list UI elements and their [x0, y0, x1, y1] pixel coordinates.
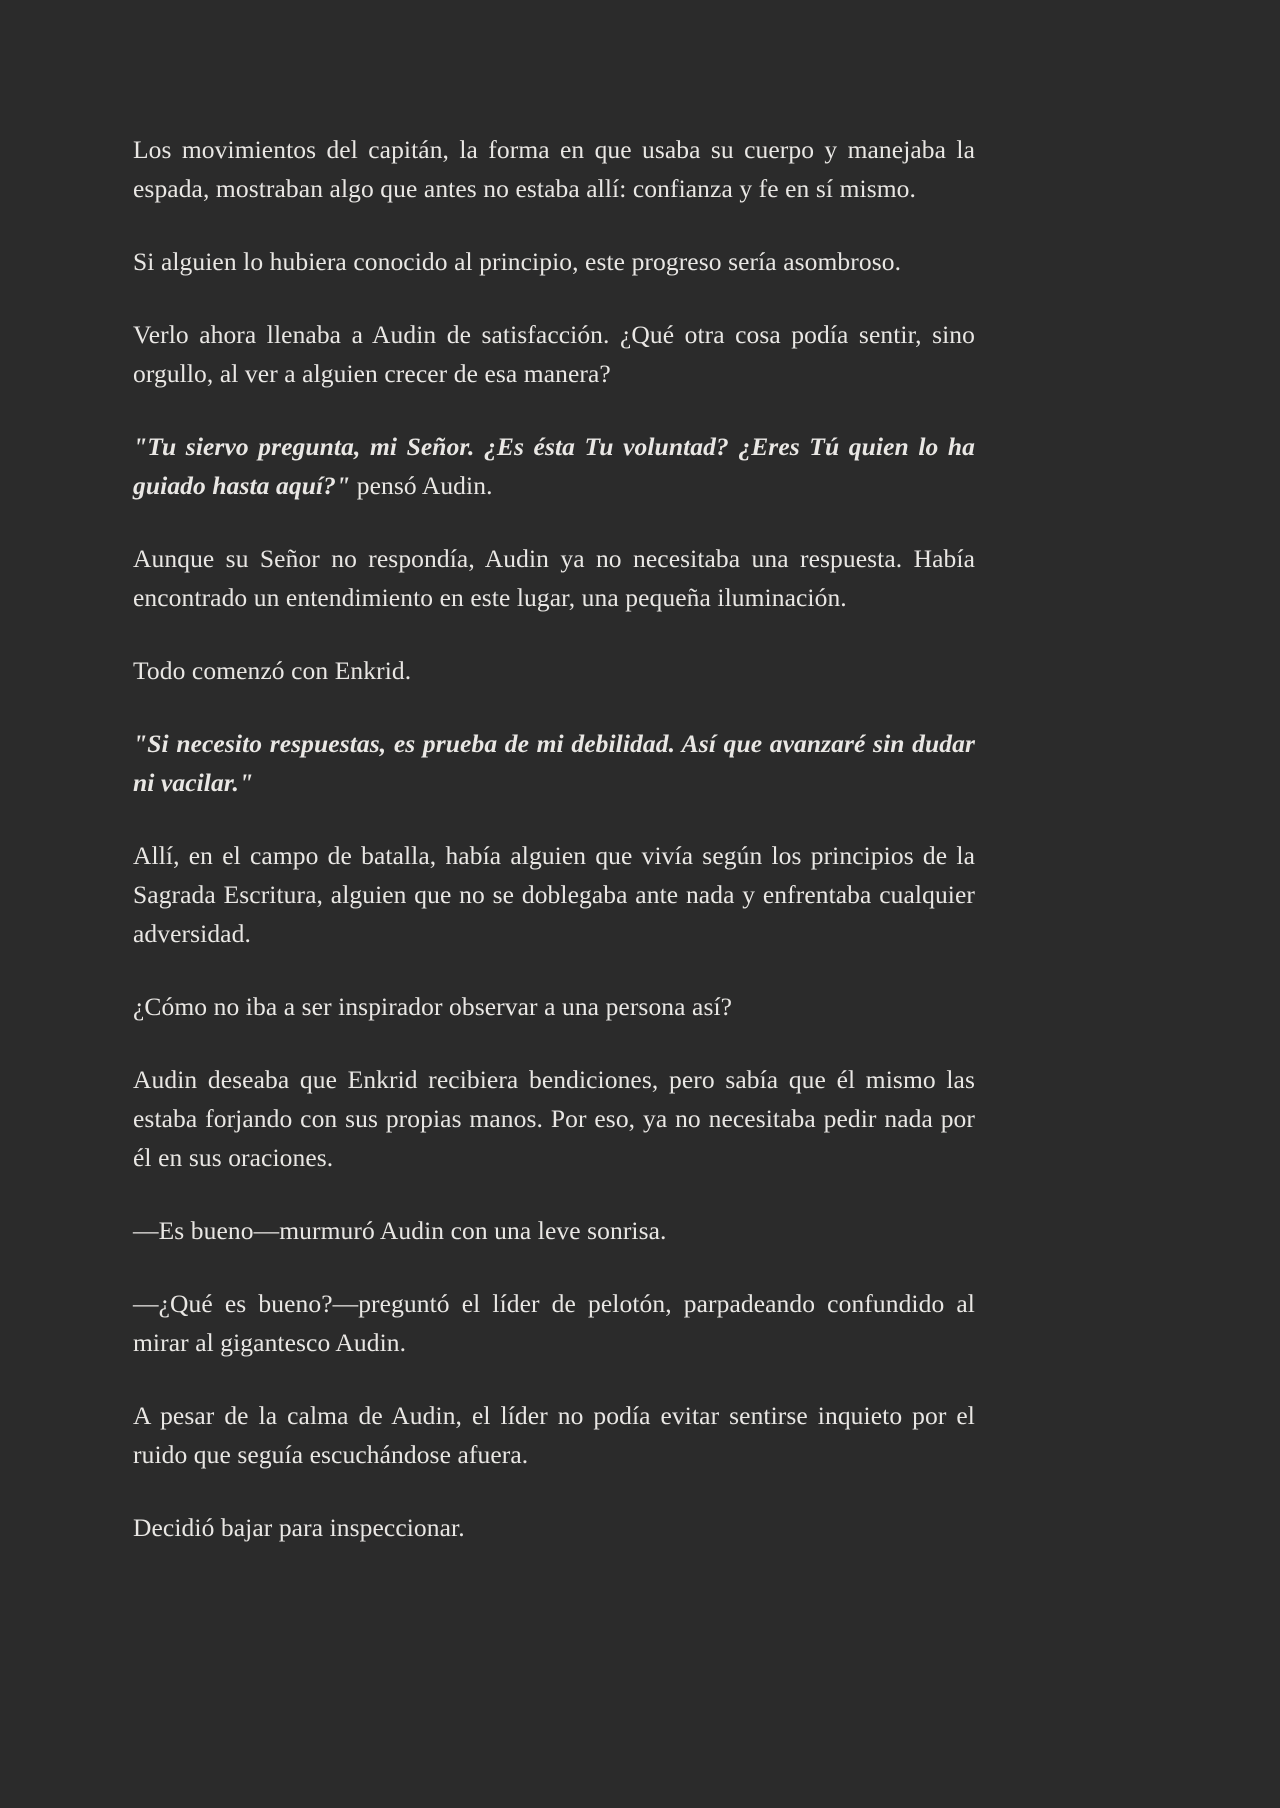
paragraph: Si alguien lo hubiera conocido al principio, este progreso sería asombroso.	[133, 247, 902, 276]
inner-thought-paragraph	[133, 724, 975, 802]
dialogue-paragraph: —Es bueno—murmuró Audin con una leve sonrisa.	[133, 1216, 667, 1245]
paragraph: Allí, en el campo de batalla, había alguien que vivía según los principios de la Sagrada Escritura, alguien que no se doblegaba ante nada y enfrentaba cualquier adversidad.	[133, 841, 975, 948]
paragraph: Aunque su Señor no respondía, Audin ya no necesitaba una respuesta. Había encontrado un entendimiento en este lugar, una pequeña iluminación.	[133, 544, 975, 612]
paragraph: Verlo ahora llenaba a Audin de satisfacción. ¿Qué otra cosa podía sentir, sino orgullo, al ver a alguien crecer de esa manera?	[133, 320, 975, 388]
quoted-thought: "Si necesito respuestas, es prueba de mi debilidad. Así que avanzaré sin dudar ni vacilar."	[133, 729, 975, 797]
dialogue-paragraph: —¿Qué es bueno?—preguntó el líder de pelotón, parpadeando confundido al mirar al gigantesco Audin.	[133, 1289, 975, 1357]
thought-attribution: pensó Audin.	[350, 471, 493, 500]
inner-thought-paragraph	[133, 427, 975, 505]
paragraph: A pesar de la calma de Audin, el líder no podía evitar sentirse inquieto por el ruido que seguía escuchándose afuera.	[133, 1401, 975, 1469]
paragraph: Todo comenzó con Enkrid.	[133, 656, 412, 685]
paragraph: Audin deseaba que Enkrid recibiera bendiciones, pero sabía que él mismo las estaba forjando con sus propias manos. Por eso, ya no necesitaba pedir nada por él en sus oraciones.	[133, 1065, 975, 1172]
paragraph: Decidió bajar para inspeccionar.	[133, 1513, 465, 1542]
paragraph: Los movimientos del capitán, la forma en que usaba su cuerpo y manejaba la espada, mostraban algo que antes no estaba allí: confianza y fe en sí mismo.	[133, 135, 975, 203]
paragraph: ¿Cómo no iba a ser inspirador observar a una persona así?	[133, 992, 733, 1021]
quoted-thought: "Tu siervo pregunta, mi Señor. ¿Es ésta Tu voluntad? ¿Eres Tú quien lo ha guiado hasta aquí?"	[133, 432, 975, 500]
chapter-body	[133, 130, 975, 1547]
